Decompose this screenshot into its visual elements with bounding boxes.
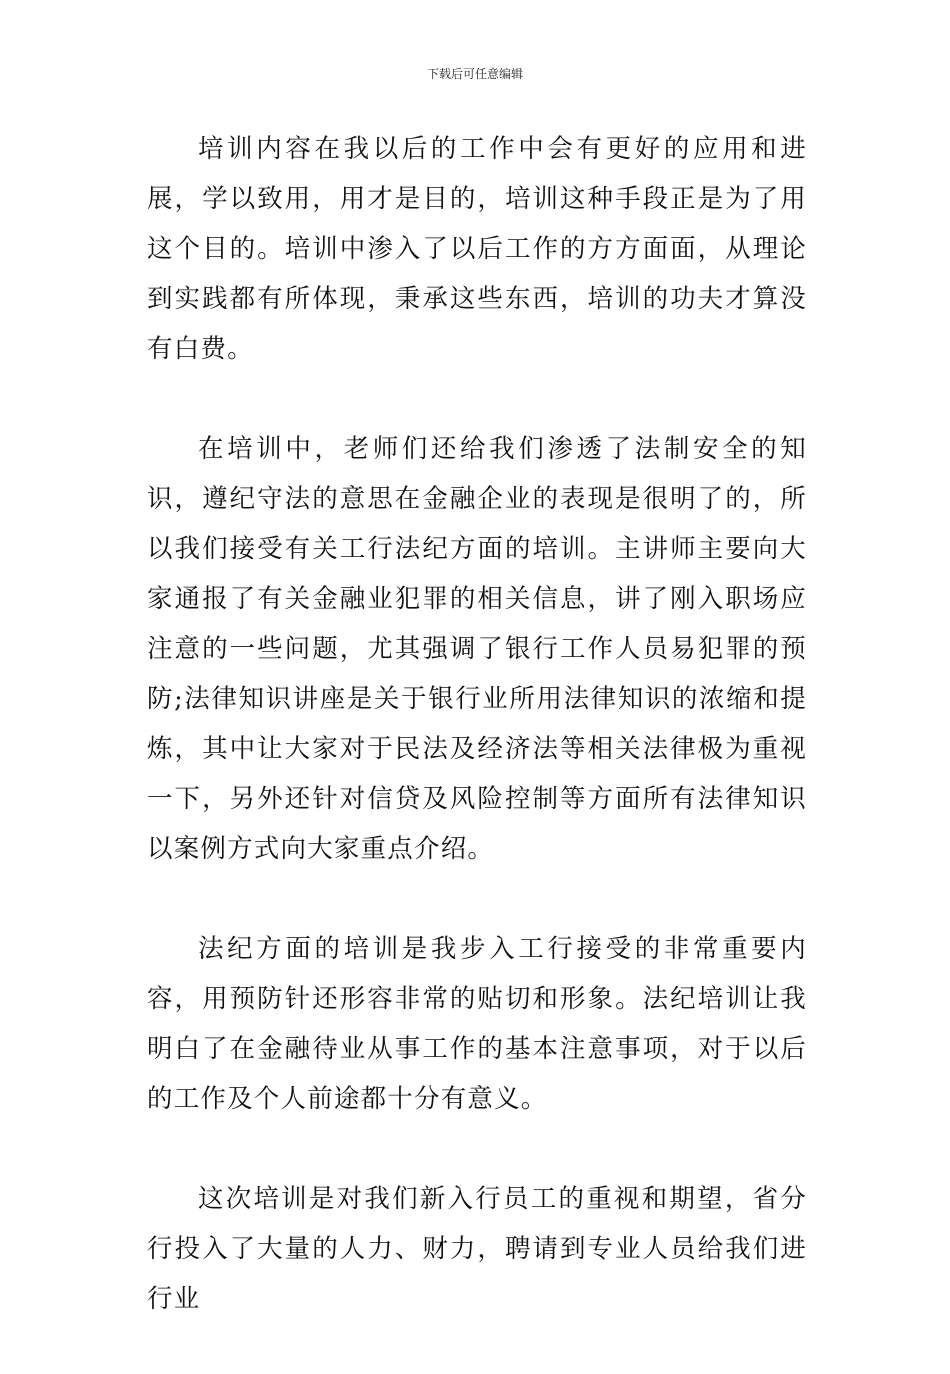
page-header: 下载后可任意编辑 — [426, 67, 523, 81]
paragraph-1: 培训内容在我以后的工作中会有更好的应用和进展，学以致用，用才是目的，培训这种手段正是为了用这个目的。培训中渗入了以后工作的方方面面，从理论到实践都有所体现，秉承这些东西，培训的功夫才算没有白费。 — [147, 134, 807, 364]
paragraph-4: 这次培训是对我们新入行员工的重视和期望，省分行投入了大量的人力、财力，聘请到专业人员给我们进行业 — [147, 1184, 807, 1314]
paragraph-3: 法纪方面的培训是我步入工行接受的非常重要内容，用预防针还形容非常的贴切和形象。法纪培训让我明白了在金融待业从事工作的基本注意事项，对于以后的工作及个人前途都十分有意义。 — [147, 934, 807, 1114]
document-body — [147, 124, 807, 1374]
paragraph-2: 在培训中，老师们还给我们渗透了法制安全的知识，遵纪守法的意思在金融企业的表现是很明了的，所以我们接受有关工行法纪方面的培训。主讲师主要向大家通报了有关金融业犯罪的相关信息，讲了刚入职场应注意的一些问题，尤其强调了银行工作人员易犯罪的预防;法律知识讲座是关于银行业所用法律知识的浓缩和提炼，其中让大家对于民法及经济法等相关法律极为重视一下，另外还针对信贷及风险控制等方面所有法律知识以案例方式向大家重点介绍。 — [147, 434, 807, 864]
